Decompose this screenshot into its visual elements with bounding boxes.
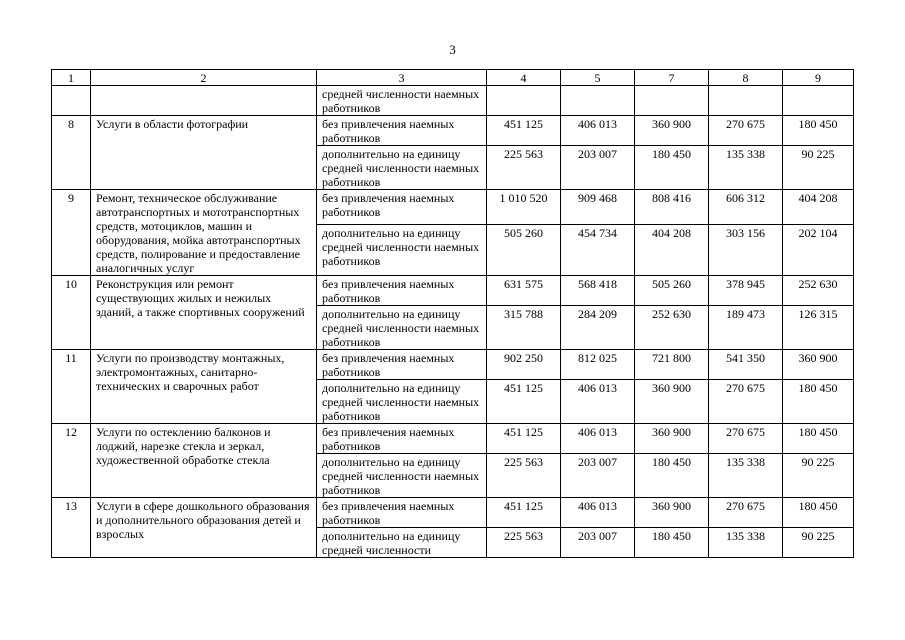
- value-cell: 135 338: [709, 528, 783, 558]
- value-cell: 406 013: [561, 424, 635, 454]
- service-cell: Ремонт, техническое обслуживание автотранспортных и мототранспортных средств, мотоциклов, машин и оборудования, мойка автотранспортных средств, полирование и предоставление аналогичных услуг: [91, 190, 317, 276]
- value-cell: 225 563: [487, 454, 561, 498]
- service-cell: Услуги по производству монтажных, электромонтажных, санитарно-технических и сварочных работ: [91, 350, 317, 424]
- value-cell: 180 450: [783, 116, 854, 146]
- value-cell: 189 473: [709, 306, 783, 350]
- value-cell: 90 225: [783, 146, 854, 190]
- header-cell: 4: [487, 70, 561, 86]
- condition-cell: дополнительно на единицу средней численности наемных работников: [317, 380, 487, 424]
- value-cell: 1 010 520: [487, 190, 561, 225]
- value-cell: 135 338: [709, 454, 783, 498]
- table-row: [52, 424, 854, 454]
- value-cell: 225 563: [487, 528, 561, 558]
- value-cell: 909 468: [561, 190, 635, 225]
- value-cell: [487, 86, 561, 116]
- service-cell: Услуги по остеклению балконов и лоджий, нарезке стекла и зеркал, художественной обработке стекла: [91, 424, 317, 498]
- value-cell: 203 007: [561, 528, 635, 558]
- table-row: [52, 276, 854, 306]
- value-cell: 252 630: [635, 306, 709, 350]
- value-cell: 902 250: [487, 350, 561, 380]
- header-cell: 1: [52, 70, 91, 86]
- value-cell: 135 338: [709, 146, 783, 190]
- page-number: 3: [449, 42, 456, 57]
- value-cell: 180 450: [783, 380, 854, 424]
- value-cell: 505 260: [487, 224, 561, 275]
- value-cell: 360 900: [635, 424, 709, 454]
- value-cell: [783, 86, 854, 116]
- condition-cell: без привлечения наемных работников: [317, 498, 487, 528]
- value-cell: 180 450: [635, 454, 709, 498]
- value-cell: 721 800: [635, 350, 709, 380]
- service-cell: Услуги в сфере дошкольного образования и дополнительного образования детей и взрослых: [91, 498, 317, 558]
- condition-cell: без привлечения наемных работников: [317, 424, 487, 454]
- value-cell: 606 312: [709, 190, 783, 225]
- value-cell: 451 125: [487, 424, 561, 454]
- condition-cell: дополнительно на единицу средней численности наемных работников: [317, 454, 487, 498]
- value-cell: 360 900: [783, 350, 854, 380]
- value-cell: 284 209: [561, 306, 635, 350]
- value-cell: 180 450: [635, 528, 709, 558]
- value-cell: [635, 86, 709, 116]
- condition-cell: без привлечения наемных работников: [317, 276, 487, 306]
- row-number-cell: 10: [52, 276, 91, 350]
- value-cell: 454 734: [561, 224, 635, 275]
- value-cell: 315 788: [487, 306, 561, 350]
- row-number-cell: 13: [52, 498, 91, 558]
- service-cell: Услуги в области фотографии: [91, 116, 317, 190]
- condition-cell: без привлечения наемных работников: [317, 190, 487, 225]
- table-row: [52, 190, 854, 225]
- table-row: [52, 498, 854, 528]
- value-cell: 451 125: [487, 380, 561, 424]
- value-cell: 180 450: [783, 498, 854, 528]
- header-cell: 2: [91, 70, 317, 86]
- value-cell: 568 418: [561, 276, 635, 306]
- value-cell: 90 225: [783, 454, 854, 498]
- value-cell: 180 450: [783, 424, 854, 454]
- value-cell: 404 208: [635, 224, 709, 275]
- value-cell: 180 450: [635, 146, 709, 190]
- condition-cell: средней численности наемных работников: [317, 86, 487, 116]
- table-body: [52, 70, 854, 558]
- condition-cell: дополнительно на единицу средней численности наемных работников: [317, 146, 487, 190]
- condition-cell: без привлечения наемных работников: [317, 350, 487, 380]
- value-cell: 812 025: [561, 350, 635, 380]
- row-number-cell: 12: [52, 424, 91, 498]
- value-cell: 378 945: [709, 276, 783, 306]
- value-cell: 541 350: [709, 350, 783, 380]
- header-row: [52, 70, 854, 86]
- table-row: [52, 116, 854, 146]
- header-cell: 7: [635, 70, 709, 86]
- value-cell: 270 675: [709, 424, 783, 454]
- row-number-cell: 11: [52, 350, 91, 424]
- row-number-cell: [52, 86, 91, 116]
- condition-cell: дополнительно на единицу средней численности наемных работников: [317, 306, 487, 350]
- value-cell: 203 007: [561, 454, 635, 498]
- condition-cell: дополнительно на единицу средней численности: [317, 528, 487, 558]
- value-cell: 252 630: [783, 276, 854, 306]
- value-cell: 631 575: [487, 276, 561, 306]
- service-cell: Реконструкция или ремонт существующих жилых и нежилых зданий, а также спортивных сооружений: [91, 276, 317, 350]
- value-cell: 203 007: [561, 146, 635, 190]
- continuation-row: [52, 86, 854, 116]
- tariff-table: [51, 69, 854, 558]
- header-cell: 3: [317, 70, 487, 86]
- value-cell: 225 563: [487, 146, 561, 190]
- value-cell: 451 125: [487, 116, 561, 146]
- value-cell: [709, 86, 783, 116]
- value-cell: 270 675: [709, 380, 783, 424]
- value-cell: 404 208: [783, 190, 854, 225]
- value-cell: 360 900: [635, 380, 709, 424]
- value-cell: 126 315: [783, 306, 854, 350]
- value-cell: 270 675: [709, 116, 783, 146]
- row-number-cell: 9: [52, 190, 91, 276]
- value-cell: 202 104: [783, 224, 854, 275]
- value-cell: 360 900: [635, 498, 709, 528]
- value-cell: [561, 86, 635, 116]
- table-row: [52, 350, 854, 380]
- value-cell: 451 125: [487, 498, 561, 528]
- value-cell: 270 675: [709, 498, 783, 528]
- header-cell: 8: [709, 70, 783, 86]
- condition-cell: без привлечения наемных работников: [317, 116, 487, 146]
- value-cell: 90 225: [783, 528, 854, 558]
- value-cell: 406 013: [561, 498, 635, 528]
- value-cell: 406 013: [561, 380, 635, 424]
- value-cell: 808 416: [635, 190, 709, 225]
- header-cell: 9: [783, 70, 854, 86]
- value-cell: 505 260: [635, 276, 709, 306]
- service-cell: [91, 86, 317, 116]
- value-cell: 303 156: [709, 224, 783, 275]
- header-cell: 5: [561, 70, 635, 86]
- condition-cell: дополнительно на единицу средней численности наемных работников: [317, 224, 487, 275]
- value-cell: 406 013: [561, 116, 635, 146]
- value-cell: 360 900: [635, 116, 709, 146]
- row-number-cell: 8: [52, 116, 91, 190]
